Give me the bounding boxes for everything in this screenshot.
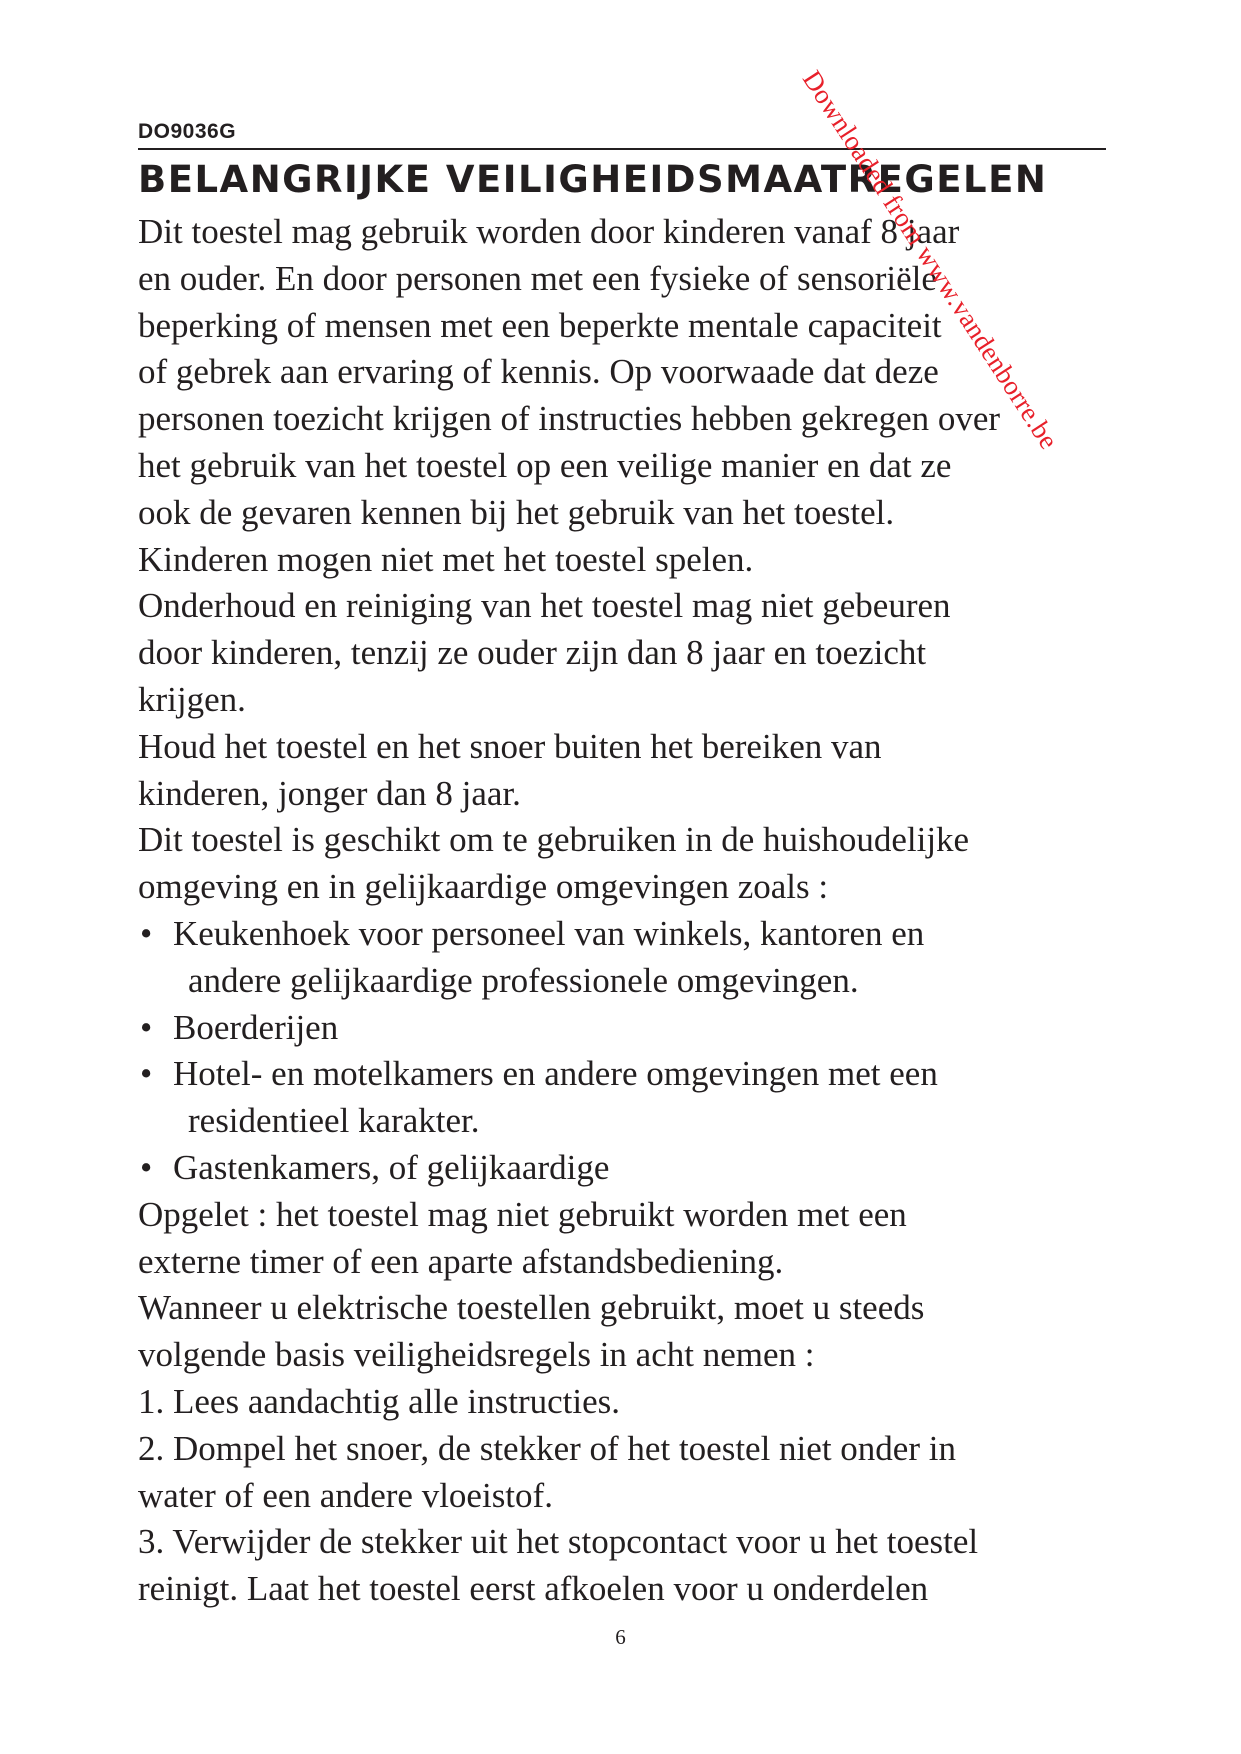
body-line: Opgelet : het toestel mag niet gebruikt worden met een bbox=[138, 1194, 907, 1234]
bullet-icon: • bbox=[140, 1007, 153, 1047]
body-line: volgende basis veiligheidsregels in acht nemen : bbox=[138, 1335, 815, 1375]
list-item-continuation: andere gelijkaardige professionele omgevingen. bbox=[188, 960, 859, 1000]
bullet-icon: • bbox=[140, 1147, 153, 1187]
body-line: of gebrek aan ervaring of kennis. Op voorwaade dat deze bbox=[138, 352, 939, 392]
body-line: externe timer of een aparte afstandsbediening. bbox=[138, 1241, 784, 1281]
list-item-text: Keukenhoek voor personeel van winkels, kantoren en bbox=[173, 913, 925, 953]
body-line: 2. Dompel het snoer, de stekker of het toestel niet onder in bbox=[138, 1428, 956, 1468]
body-line: beperking of mensen met een beperkte mentale capaciteit bbox=[138, 305, 942, 345]
list-item-text: Boerderijen bbox=[173, 1007, 339, 1047]
model-number: DO9036G bbox=[138, 120, 237, 143]
body-line: Houd het toestel en het snoer buiten het bereiken van bbox=[138, 726, 882, 766]
body-line: door kinderen, tenzij ze ouder zijn dan 8 jaar en toezicht bbox=[138, 633, 927, 673]
list-item-continuation: residentieel karakter. bbox=[188, 1101, 480, 1141]
list-item bbox=[138, 1051, 1118, 1098]
body-line: Onderhoud en reiniging van het toestel mag niet gebeuren bbox=[138, 586, 951, 626]
body-line: 1. Lees aandachtig alle instructies. bbox=[138, 1381, 621, 1421]
header-divider bbox=[138, 148, 1106, 150]
body-line: water of een andere vloeistof. bbox=[138, 1475, 553, 1515]
body-line: ook de gevaren kennen bij het gebruik van het toestel. bbox=[138, 492, 895, 532]
body-line: krijgen. bbox=[138, 679, 246, 719]
body-line: het gebruik van het toestel op een veilige manier en dat ze bbox=[138, 445, 952, 485]
list-item-text: Gastenkamers, of gelijkaardige bbox=[173, 1147, 610, 1187]
body-line: en ouder. En door personen met een fysieke of sensoriële bbox=[138, 258, 937, 298]
body-line: personen toezicht krijgen of instructies hebben gekregen over bbox=[138, 399, 1001, 439]
body-line: Kinderen mogen niet met het toestel spelen. bbox=[138, 539, 754, 579]
list-item-text: Hotel- en motelkamers en andere omgevingen met een bbox=[173, 1054, 938, 1094]
download-watermark: Downloaded from www.vandenborre.be bbox=[796, 65, 1065, 455]
page-number: 6 bbox=[615, 1625, 626, 1649]
list-item bbox=[138, 1145, 1118, 1192]
body-line: Dit toestel is geschikt om te gebruiken in de huishoudelijke bbox=[138, 820, 970, 860]
list-item bbox=[138, 1005, 1118, 1052]
body-line: 3. Verwijder de stekker uit het stopcontact voor u het toestel bbox=[138, 1522, 979, 1562]
bullet-icon: • bbox=[140, 913, 153, 953]
body-line: Wanneer u elektrische toestellen gebruikt, moet u steeds bbox=[138, 1288, 925, 1328]
body-line: omgeving en in gelijkaardige omgevingen zoals : bbox=[138, 867, 829, 907]
bullet-icon: • bbox=[140, 1054, 153, 1094]
body-line: reinigt. Laat het toestel eerst afkoelen voor u onderdelen bbox=[138, 1569, 929, 1609]
list-item bbox=[138, 911, 1118, 958]
safety-instructions bbox=[138, 209, 1118, 1613]
body-line: kinderen, jonger dan 8 jaar. bbox=[138, 773, 521, 813]
page-title: BELANGRIJKE VEILIGHEIDSMAATREGELEN bbox=[138, 158, 1048, 201]
body-line: Dit toestel mag gebruik worden door kinderen vanaf 8 jaar bbox=[138, 212, 960, 251]
